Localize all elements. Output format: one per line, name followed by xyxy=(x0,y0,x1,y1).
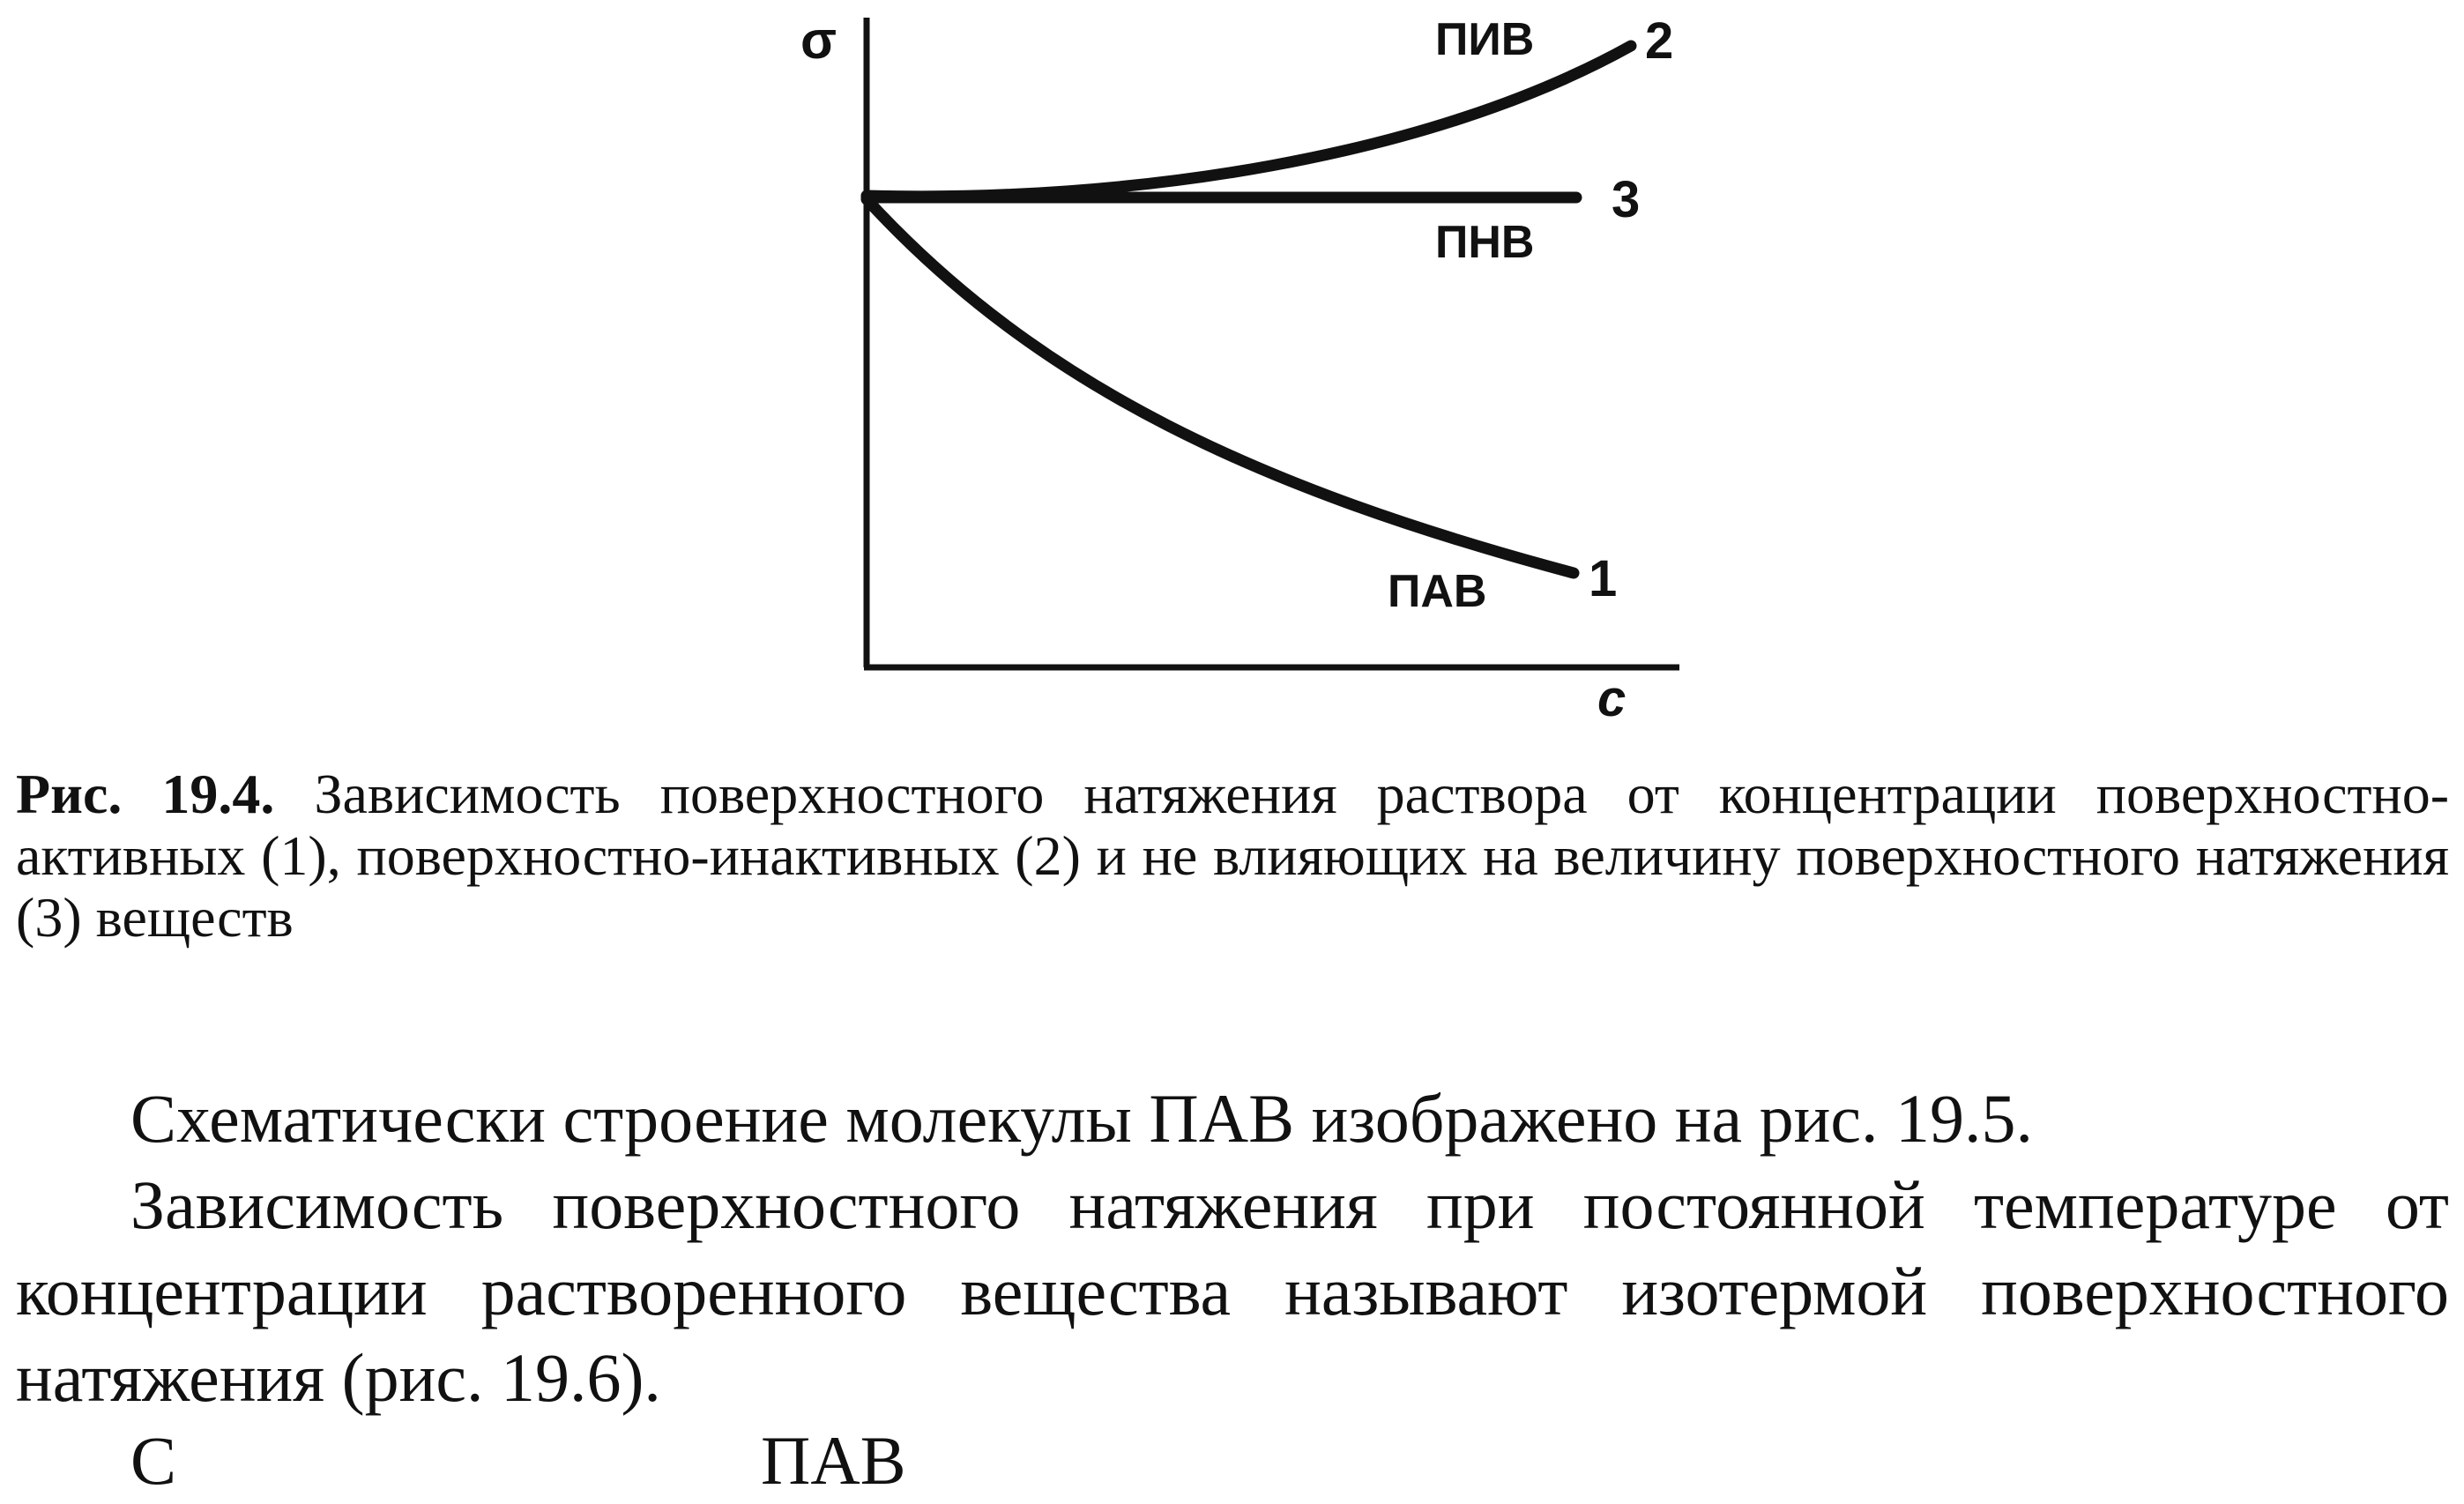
curve-2-piv xyxy=(867,46,1631,197)
curve-3-label: ПНВ xyxy=(1435,217,1535,268)
figure-caption-label: Рис. 19.4. xyxy=(16,763,275,825)
surface-tension-figure xyxy=(0,0,2464,741)
body-paragraph: Зависимость поверхностного натяжения при постоянной температуре от концентрации растворенного вещества называют изотермой поверхностного натяжения (рис. 19.6). xyxy=(16,1166,2449,1416)
curve-2-label: ПИВ xyxy=(1435,14,1535,65)
figure-caption xyxy=(16,763,2449,949)
figure-caption-text: Зависимость поверхностного натяжения раствора от концентрации поверхностно-активных (1), поверхностно-инактивных (2) и не влияющих на величину поверхностного натяжения (3) веществ xyxy=(16,763,2450,949)
curve-1-label: ПАВ xyxy=(1388,566,1487,617)
body-paragraph: Схематически строение молекулы ПАВ изображено на рис. 19.5. xyxy=(130,1080,2033,1157)
curve-2-number: 2 xyxy=(1645,12,1674,70)
curve-1-number: 1 xyxy=(1589,550,1618,607)
x-axis-symbol: c xyxy=(1597,670,1627,727)
y-axis-symbol: σ xyxy=(800,11,837,70)
curve-3-number: 3 xyxy=(1612,171,1641,228)
cut-off-line: С ПАВ xyxy=(130,1422,906,1499)
body-text xyxy=(16,1076,2449,1421)
